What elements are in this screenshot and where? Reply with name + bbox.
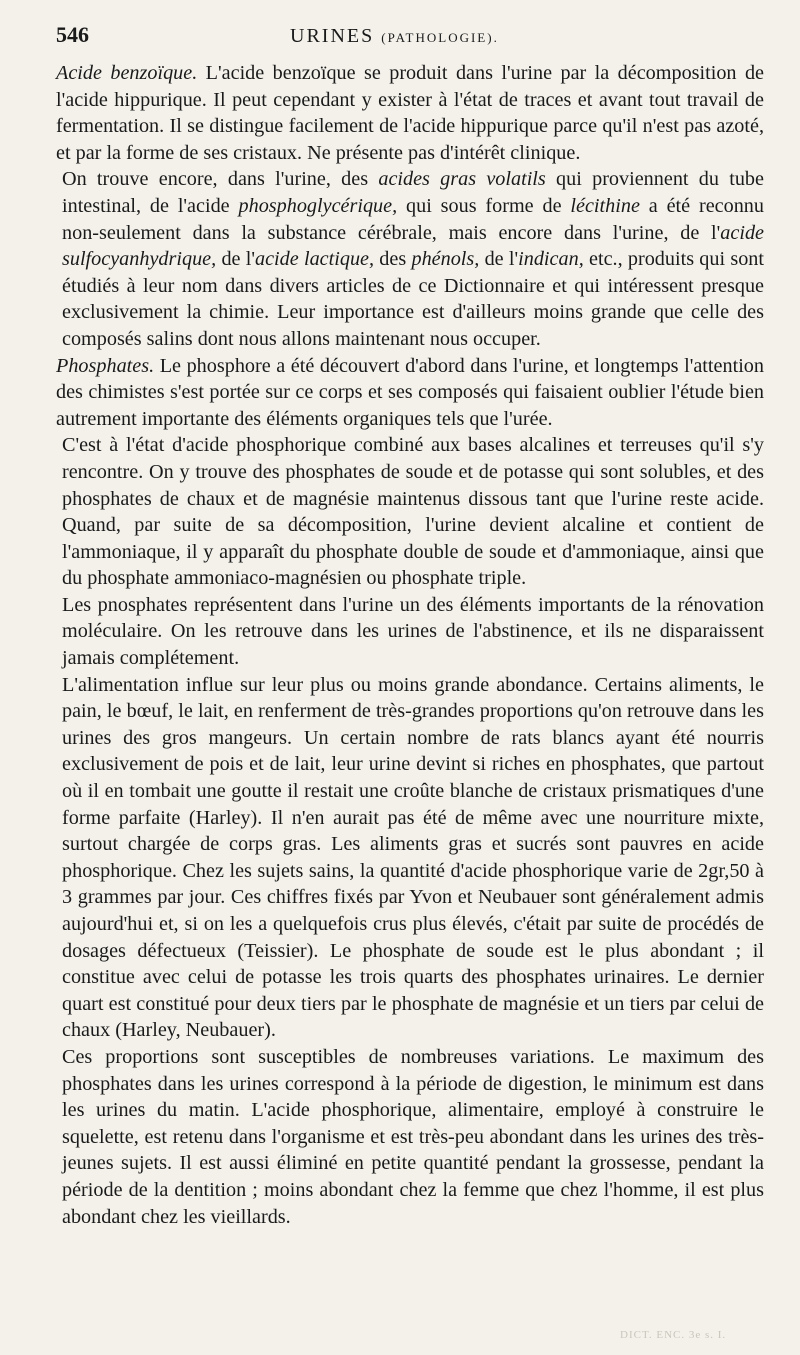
text-segment: etc., produits qui sont étudiés à leur nom dans divers articles de ce Dictionnaire et qui intéressent presque exclusivement la chimie. Leur importance est d'ailleurs moins grande que celle des composés salins dont nous allons maintenant nous occuper.: [62, 248, 764, 350]
italic-term: indican,: [518, 248, 584, 271]
text-segment: qui proviennent du tube intestinal, de l'acide: [62, 168, 764, 217]
text-segment: des: [374, 248, 412, 271]
paragraph-lead: Acide benzoïque.: [56, 62, 198, 84]
paragraph-alimentation: L'alimentation influe sur leur plus ou moins grande abondance. Certains aliments, le pain, le bœuf, le lait, en renferment de très-grandes proportions qu'on retrouve dans les urines des gros mangeurs. Un certain nombre de rats blancs ayant été nourris exclusivement de pois et de lait, leur urine devint si riches en phosphates, que partout où il en tombait une goutte il restait une croûte blanche de cristaux prismatiques d'une forme parfaite (Harley). Il n'en aurait pas été de même avec une nourriture mixte, surtout chargée de corps gras. Les aliments gras et sucrés sont pauvres en acide phosphorique. Chez les sujets sains, la quantité d'acide phosphorique varie de 2gr,50 à 3 grammes par jour. Ces chiffres fixés par Yvon et Neubauer sont généralement admis aujourd'hui et, si on les a quelquefois crus plus élevés, c'était par suite de procédés de dosages défectueux (Teissier). Le phosphate de soude est le plus abondant ; il constitue avec celui de potasse les trois quarts des phosphates urinaires. Le dernier quart est constitué pour deux tiers par le phosphate de magnésie et un tiers par celui de chaux (Harley, Neubauer).: [62, 673, 764, 1042]
paragraph-text: Le phosphore a été découvert d'abord dans l'urine, et longtemps l'attention des chimistes s'est portée sur ce corps et ses composés qui faisaient oublier l'étude bien autrement importante des éléments organiques tels que l'urée.: [56, 354, 764, 430]
italic-term: phénols,: [411, 248, 480, 271]
paragraph-phosphates: [56, 353, 764, 433]
italic-term: acide sulfocyanhydrique,: [62, 221, 764, 271]
page-number: 546: [56, 22, 89, 47]
text-segment: de l': [216, 248, 255, 271]
text-segment: On trouve encore, dans l'urine, des: [62, 168, 379, 191]
paragraph-acide-phosphorique: C'est à l'état d'acide phosphorique combiné aux bases alcalines et terreuses qu'il s'y rencontre. On y trouve des phosphates de soude et de potasse qui sont solubles, et des phosphates de chaux et de magnésie maintenus dissous tant que l'urine reste acide. Quand, par suite de sa décomposition, l'urine devient alcaline et contient de l'ammoniaque, il y apparaît du phosphate double de soude et d'ammoniaque, ainsi que du phosphate ammoniaco-magnésien ou phosphate triple.: [62, 434, 764, 590]
running-head: [290, 25, 499, 48]
text-segment: a été reconnu non-seulement dans la substance cérébrale, mais encore dans l'urine, de l': [62, 194, 764, 244]
running-head-subtitle: (PATHOLOGIE).: [381, 30, 499, 45]
paragraph-text: L'acide benzoïque se produit dans l'urine par la décomposition de l'acide hippurique. Il peut cependant y exister à l'état de traces et avant tout travail de fermentation. Il se distingue facilement de l'acide hippurique parce qu'il n'est pas azoté, et par la forme de ses cristaux. Ne présente pas d'intérêt clinique.: [56, 62, 764, 164]
page-header: [56, 22, 764, 60]
paragraph-acide-benzoique: [56, 60, 764, 166]
footer-signature: DICT. ENC. 3e s. I.: [620, 1329, 727, 1341]
running-head-title: URINES: [290, 25, 375, 47]
italic-term: phosphoglycérique,: [238, 194, 398, 217]
paragraph-lead: Phosphates.: [56, 354, 155, 377]
text-segment: qui sous forme de: [397, 194, 571, 217]
paragraph-proportions: Ces proportions sont susceptibles de nombreuses variations. Le maximum des phosphates dans les urines correspond à la période de digestion, le minimum est dans les urines du matin. L'acide phosphorique, alimentaire, employé à construire le squelette, est retenu dans l'organisme et est très-peu abondant dans les urines des très-jeunes sujets. Il est aussi éliminé en petite quantité pendant la grossesse, pendant la période de la dentition ; moins abondant chez la femme que chez l'homme, il est plus abondant chez les vieillards.: [62, 1045, 764, 1228]
body-text: [56, 60, 764, 1230]
text-segment: de l': [479, 248, 519, 271]
italic-term: lécithine: [570, 194, 640, 217]
italic-term: acides gras volatils: [378, 168, 546, 191]
paragraph-acides-divers: [56, 166, 764, 352]
italic-term: acide lactique,: [255, 248, 375, 271]
paragraph-renovation: Les pnosphates représentent dans l'urine un des éléments importants de la rénovation moléculaire. On les retrouve dans les urines de l'abstinence, et ils ne disparaissent jamais complétement.: [62, 593, 764, 670]
